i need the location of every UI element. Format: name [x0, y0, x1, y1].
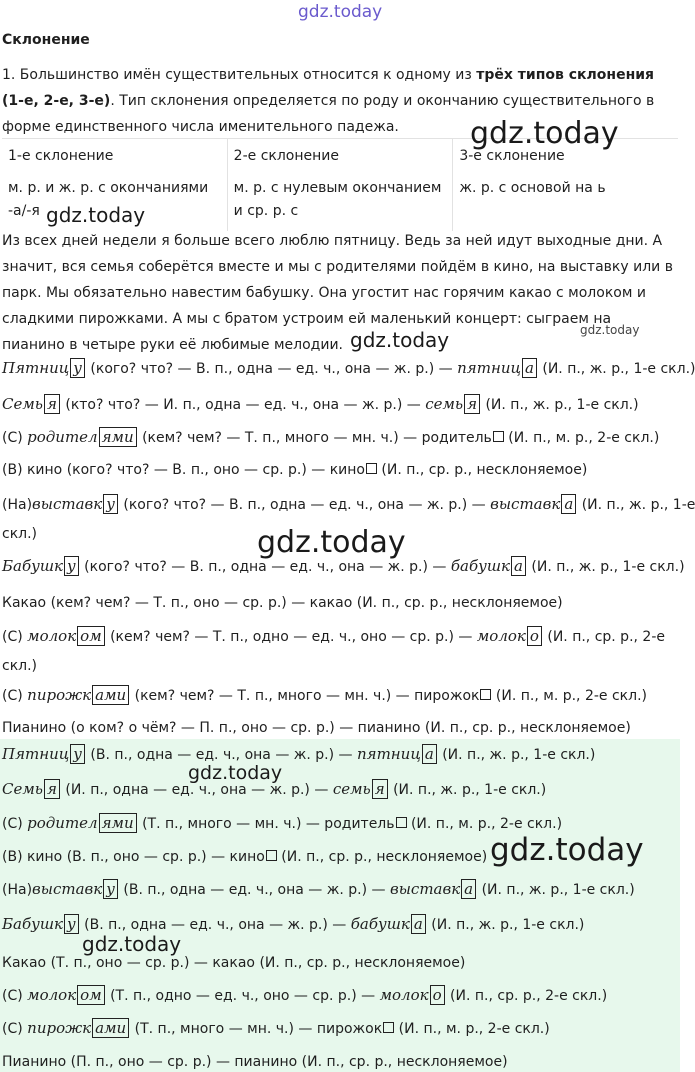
- ending-box: а: [511, 556, 526, 576]
- word-stem: молок: [27, 627, 77, 645]
- line-text: (кем? чем? — Т. п., много — мн. ч.) — родитель: [137, 430, 492, 446]
- word-stem: пирожк: [27, 1019, 92, 1037]
- line-text: (Т. п., много — мн. ч.) — родитель: [137, 816, 395, 832]
- watermark: gdz.today: [188, 762, 283, 784]
- word-stem: Пятниц: [2, 745, 70, 763]
- line-text: (Т. п., много — мн. ч.) — пирожок: [130, 1021, 383, 1037]
- line-text: (И. п., ср. р., 2-е скл.): [445, 988, 608, 1004]
- intro-bold: трёх типов склонения (1-е, 2-е, 3-е): [2, 67, 655, 109]
- watermark: gdz.today: [298, 2, 383, 22]
- line-text: (И. п., ж. р., 1-е: [577, 497, 695, 513]
- line-text: Пианино (П. п., оно — ср. р.) — пианино (И. п., ср. р., несклоняемое): [2, 1054, 508, 1070]
- section-title: Склонение: [2, 32, 90, 48]
- word-stem: пирожк: [27, 686, 92, 704]
- line-text: (С): [2, 988, 28, 1004]
- zero-ending-box: [266, 850, 277, 861]
- answer-line: [2, 813, 562, 834]
- word-stem: бабушк: [350, 915, 410, 933]
- line-text: (И. п., ср. р., несклоняемое): [376, 462, 588, 478]
- word-stem: родител: [27, 428, 98, 446]
- line-text: скл.): [2, 526, 38, 542]
- line-text: (И. п., ж. р., 1-е скл.): [526, 559, 685, 575]
- word-stem: выставк: [32, 880, 103, 898]
- line-text: (В) кино (кого? что? — В. п., оно — ср. р.) — кино: [2, 462, 365, 478]
- ending-box: я: [372, 779, 388, 799]
- analysis-line: [2, 718, 631, 738]
- ending-box: о: [430, 985, 445, 1005]
- zero-ending-box: [383, 1022, 394, 1033]
- word-stem: семь: [425, 395, 464, 413]
- answer-line: [2, 1052, 508, 1072]
- ending-box: я: [464, 394, 480, 414]
- analysis-line: [2, 494, 695, 515]
- word-stem: Бабушк: [2, 557, 63, 575]
- ending-box: у: [70, 744, 85, 764]
- line-text: (кого? что? — В. п., одна — ед. ч., она — ж. р.) —: [79, 559, 451, 575]
- line-text: (кем? чем? — Т. п., одно — ед. ч., оно — ср. р.) —: [105, 629, 477, 645]
- line-text: (Т. п., одно — ед. ч., оно — ср. р.) —: [105, 988, 380, 1004]
- analysis-line: [2, 427, 659, 448]
- ending-box: ями: [99, 427, 137, 447]
- line-text: Какао (Т. п., оно — ср. р.) — какао (И. п., ср. р., несклоняемое): [2, 955, 466, 971]
- word-stem: выставк: [32, 495, 103, 513]
- line-text: (С): [2, 629, 28, 645]
- analysis-line: [2, 685, 647, 706]
- word-stem: Пятниц: [2, 359, 70, 377]
- table-cell: м. р. и ж. р. с окончаниями -а/-я: [8, 180, 209, 219]
- line-text: (И. п., ж. р., 1-е скл.): [388, 782, 547, 798]
- watermark: gdz.today: [490, 832, 644, 868]
- line-text: (В. п., одна — ед. ч., она — ж. р.) —: [85, 747, 357, 763]
- ending-box: у: [70, 358, 85, 378]
- ending-box: у: [64, 914, 79, 934]
- ending-box: а: [522, 358, 537, 378]
- line-text: (С): [2, 688, 28, 704]
- ending-box: а: [422, 744, 437, 764]
- line-text: (И. п., м. р., 2-е скл.): [503, 430, 660, 446]
- analysis-line: [2, 626, 665, 647]
- word-stem: пятниц: [356, 745, 421, 763]
- line-text: (С): [2, 1021, 28, 1037]
- watermark: gdz.today: [257, 525, 406, 560]
- line-text: (С): [2, 430, 28, 446]
- zero-ending-box: [493, 431, 504, 442]
- intro-pre: 1. Большинство имён существительных относится к одному из: [2, 67, 477, 83]
- line-text: (И. п., м. р., 2-е скл.): [491, 688, 647, 704]
- zero-ending-box: [366, 463, 377, 474]
- ending-box: у: [64, 556, 79, 576]
- answer-line: [2, 1018, 550, 1039]
- watermark: gdz.today: [46, 203, 146, 227]
- line-text: (И. п., м. р., 2-е скл.): [406, 816, 563, 832]
- line-text: (И. п., ж. р., 1-е скл.): [481, 397, 639, 413]
- table-column: [228, 139, 454, 231]
- line-text: (кого? что? — В. п., одна — ед. ч., она — ж. р.) —: [85, 361, 458, 377]
- answer-line: [2, 744, 595, 765]
- line-text: (И. п., ср. р., 2-е: [542, 629, 665, 645]
- line-text: (На): [2, 497, 33, 513]
- table-cell: ж. р. с основой на ь: [459, 180, 606, 196]
- word-stem: молок: [379, 986, 429, 1004]
- ending-box: я: [44, 394, 60, 414]
- watermark: gdz.today: [350, 328, 450, 352]
- zero-ending-box: [396, 817, 407, 828]
- ending-box: ями: [99, 813, 137, 833]
- line-text: Какао (кем? чем? — Т. п., оно — ср. р.) — какао (И. п., ср. р., несклоняемое): [2, 595, 563, 611]
- watermark: gdz.today: [470, 116, 619, 151]
- line-text: (На): [2, 882, 33, 898]
- line-text: (И. п., ж. р., 1-е скл.): [477, 882, 635, 898]
- word-stem: семь: [332, 780, 371, 798]
- word-stem: выставк: [490, 495, 561, 513]
- ending-box: а: [461, 879, 476, 899]
- analysis-line: [2, 524, 37, 544]
- word-stem: родител: [27, 814, 98, 832]
- ending-box: я: [44, 779, 60, 799]
- ending-box: ом: [77, 626, 104, 646]
- ending-box: а: [411, 914, 426, 934]
- answer-line: [2, 953, 465, 973]
- answer-line: [2, 985, 607, 1006]
- word-stem: выставк: [389, 880, 461, 898]
- line-text: (кем? чем? — Т. п., много — мн. ч.) — пирожок: [130, 688, 480, 704]
- exercise-paragraph: Из всех дней недели я больше всего люблю пятницу. Ведь за ней идут выходные дни. А значит, вся семья соберётся вместе и мы с родителями пойдём в кино, на выставку или в парк. Мы обязательно навестим бабушку. Она угостит нас горячим какао с молоком и сладкими пирожками. А мы с братом устроим ей маленький концерт: сыграем на пианино в четыре руки её любимые мелодии.: [2, 233, 673, 353]
- table-column: [453, 139, 678, 231]
- zero-ending-box: [480, 689, 491, 700]
- line-text: (В. п., одна — ед. ч., она — ж. р.) —: [118, 882, 390, 898]
- line-text: (И. п., м. р., 2-е скл.): [394, 1021, 550, 1037]
- table-cell: м. р. с нулевым окончанием и ср. р. с: [233, 180, 442, 219]
- analysis-line: [2, 656, 37, 676]
- table-header: 2-е склонение: [233, 148, 339, 164]
- ending-box: о: [527, 626, 542, 646]
- analysis-line: [2, 394, 639, 415]
- ending-box: у: [103, 494, 118, 514]
- line-text: (И. п., ж. р., 1-е скл.): [537, 361, 695, 377]
- analysis-line: [2, 358, 695, 379]
- answer-line: [2, 879, 635, 900]
- word-stem: бабушк: [450, 557, 510, 575]
- ending-box: ами: [92, 685, 129, 705]
- line-text: (В. п., одна — ед. ч., она — ж. р.) —: [79, 917, 351, 933]
- word-stem: молок: [27, 986, 77, 1004]
- line-text: (кого? что? — В. п., одна — ед. ч., она — ж. р.) —: [118, 497, 491, 513]
- line-text: (И. п., одна — ед. ч., она — ж. р.) —: [60, 782, 333, 798]
- analysis-line: [2, 460, 587, 480]
- word-stem: пятниц: [457, 359, 521, 377]
- word-stem: молок: [476, 627, 526, 645]
- watermark: gdz.today: [580, 323, 640, 337]
- line-text: (И. п., ж. р., 1-е скл.): [437, 747, 596, 763]
- line-text: Пианино (о ком? о чём? — П. п., оно — ср. р.) — пианино (И. п., ср. р., несклоняемое): [2, 720, 631, 736]
- answer-line: [2, 847, 487, 867]
- word-stem: Семь: [2, 780, 43, 798]
- ending-box: ами: [92, 1018, 129, 1038]
- watermark: gdz.today: [82, 932, 182, 956]
- line-text: (С): [2, 816, 28, 832]
- word-stem: Бабушк: [2, 915, 63, 933]
- word-stem: Семь: [2, 395, 43, 413]
- line-text: (В) кино (В. п., оно — ср. р.) — кино: [2, 849, 265, 865]
- table-header: 1-е склонение: [8, 148, 114, 164]
- ending-box: у: [103, 879, 118, 899]
- line-text: (кто? что? — И. п., одна — ед. ч., она — ж. р.) —: [60, 397, 426, 413]
- line-text: (И. п., ср. р., несклоняемое): [276, 849, 488, 865]
- line-text: скл.): [2, 658, 38, 674]
- intro-post: . Тип склонения определяется по роду и окончанию существительного в форме единственного числа именительного падежа.: [2, 93, 655, 135]
- ending-box: ом: [77, 985, 104, 1005]
- ending-box: а: [561, 494, 576, 514]
- line-text: (И. п., ж. р., 1-е скл.): [426, 917, 585, 933]
- analysis-line: [2, 593, 563, 613]
- table-header: 3-е склонение: [459, 148, 565, 164]
